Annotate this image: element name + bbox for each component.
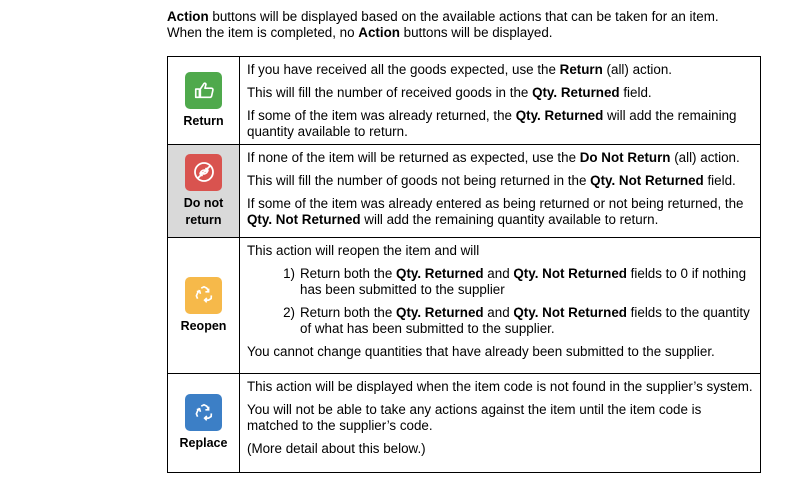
no-return-arrows-icon [192, 160, 216, 184]
text: and [483, 305, 514, 320]
do-not-return-label [184, 195, 224, 229]
text: (all) action. [602, 62, 673, 77]
reopen-desc-1: This action will reopen the item and will [247, 243, 480, 258]
replace-description [240, 374, 761, 473]
list-number: 1) [283, 266, 295, 281]
bold-term: Qty. Returned [515, 108, 604, 123]
bold-term: Qty. Returned [532, 85, 620, 100]
return-icon-cell [168, 57, 240, 145]
recycle-icon [193, 402, 215, 424]
reopen-icon-cell [168, 238, 240, 374]
intro-action-bold: Action [167, 9, 209, 24]
return-description [240, 57, 761, 145]
do-not-return-row [168, 145, 761, 238]
bold-term: Qty. Not Returned [513, 266, 627, 281]
text: field. [703, 173, 736, 188]
intro-action-bold-2: Action [358, 25, 400, 40]
text: fields to the quantity of what has been submitted to the supplier. [300, 305, 750, 336]
return-desc-2 [247, 85, 754, 101]
bold-term: Qty. Not Returned [513, 305, 627, 320]
text: If you have received all the goods expected, use the [247, 62, 560, 77]
list-number: 2) [283, 305, 295, 320]
text: and [483, 266, 514, 281]
return-desc-3 [247, 108, 754, 140]
text: fields to 0 if nothing has been submitted to the supplier [300, 266, 747, 297]
do-not-return-desc-3 [247, 196, 754, 228]
text: Return both the [300, 305, 397, 320]
bold-term: Do Not Return [579, 150, 671, 165]
list-text [300, 305, 754, 337]
text: If some of the item was already entered as being returned or not being returned, the [247, 196, 744, 211]
list-item [247, 266, 754, 298]
bold-term: Qty. Returned [396, 266, 484, 281]
bold-term: Return [559, 62, 603, 77]
text: If some of the item was already returned, the [247, 108, 516, 123]
reopen-list [247, 266, 754, 337]
bold-term: Qty. Not Returned [590, 173, 704, 188]
reopen-desc-2: You cannot change quantities that have already been submitted to the supplier. [247, 344, 715, 359]
replace-desc-1: This action will be displayed when the item code is not found in the supplier’s system. [247, 379, 753, 394]
do-not-return-description [240, 145, 761, 238]
recycle-icon [193, 284, 215, 306]
reopen-description [240, 238, 761, 374]
return-label: Return [183, 113, 224, 128]
intro-line-1-rest: buttons will be displayed based on the available actions that can be taken for an item. [208, 9, 719, 24]
replace-desc-2: You will not be able to take any actions against the item until the item code is matched to the supplier’s code. [247, 402, 702, 433]
list-item [247, 305, 754, 337]
hand-pointing-icon [193, 79, 215, 101]
intro-line-2-post: buttons will be displayed. [399, 25, 553, 40]
intro-line-1 [167, 9, 787, 25]
text: will add the remaining quantity available to return. [360, 212, 659, 227]
bold-term: Qty. Returned [396, 305, 484, 320]
replace-icon-cell [168, 374, 240, 473]
return-desc-1 [247, 62, 754, 78]
text: This will fill the number of received goods in the [247, 85, 533, 100]
text: will add the remaining quantity available to return. [247, 108, 737, 139]
text: If none of the item will be returned as expected, use the [247, 150, 580, 165]
list-text [300, 266, 754, 298]
label-line: return [185, 212, 222, 227]
do-not-return-icon-cell [168, 145, 240, 238]
reopen-row [168, 238, 761, 374]
reopen-label: Reopen [180, 318, 227, 333]
return-row [168, 57, 761, 145]
return-button[interactable] [185, 72, 222, 109]
replace-desc-3: (More detail about this below.) [247, 441, 426, 456]
text: This will fill the number of goods not being returned in the [247, 173, 591, 188]
intro-text [167, 9, 787, 41]
label-line: Do not [183, 195, 224, 210]
do-not-return-desc-1 [247, 150, 754, 166]
intro-line-2-pre: When the item is completed, no [167, 25, 359, 40]
actions-table [167, 56, 761, 473]
text: field. [619, 85, 652, 100]
replace-row [168, 374, 761, 473]
bold-term: Qty. Not Returned [247, 212, 361, 227]
do-not-return-desc-2 [247, 173, 754, 189]
replace-label: Replace [179, 436, 228, 450]
replace-button[interactable] [185, 394, 222, 431]
text: (all) action. [670, 150, 740, 165]
text: Return both the [300, 266, 397, 281]
reopen-button[interactable] [185, 277, 222, 314]
do-not-return-button[interactable] [185, 154, 222, 191]
intro-line-2 [167, 25, 787, 41]
